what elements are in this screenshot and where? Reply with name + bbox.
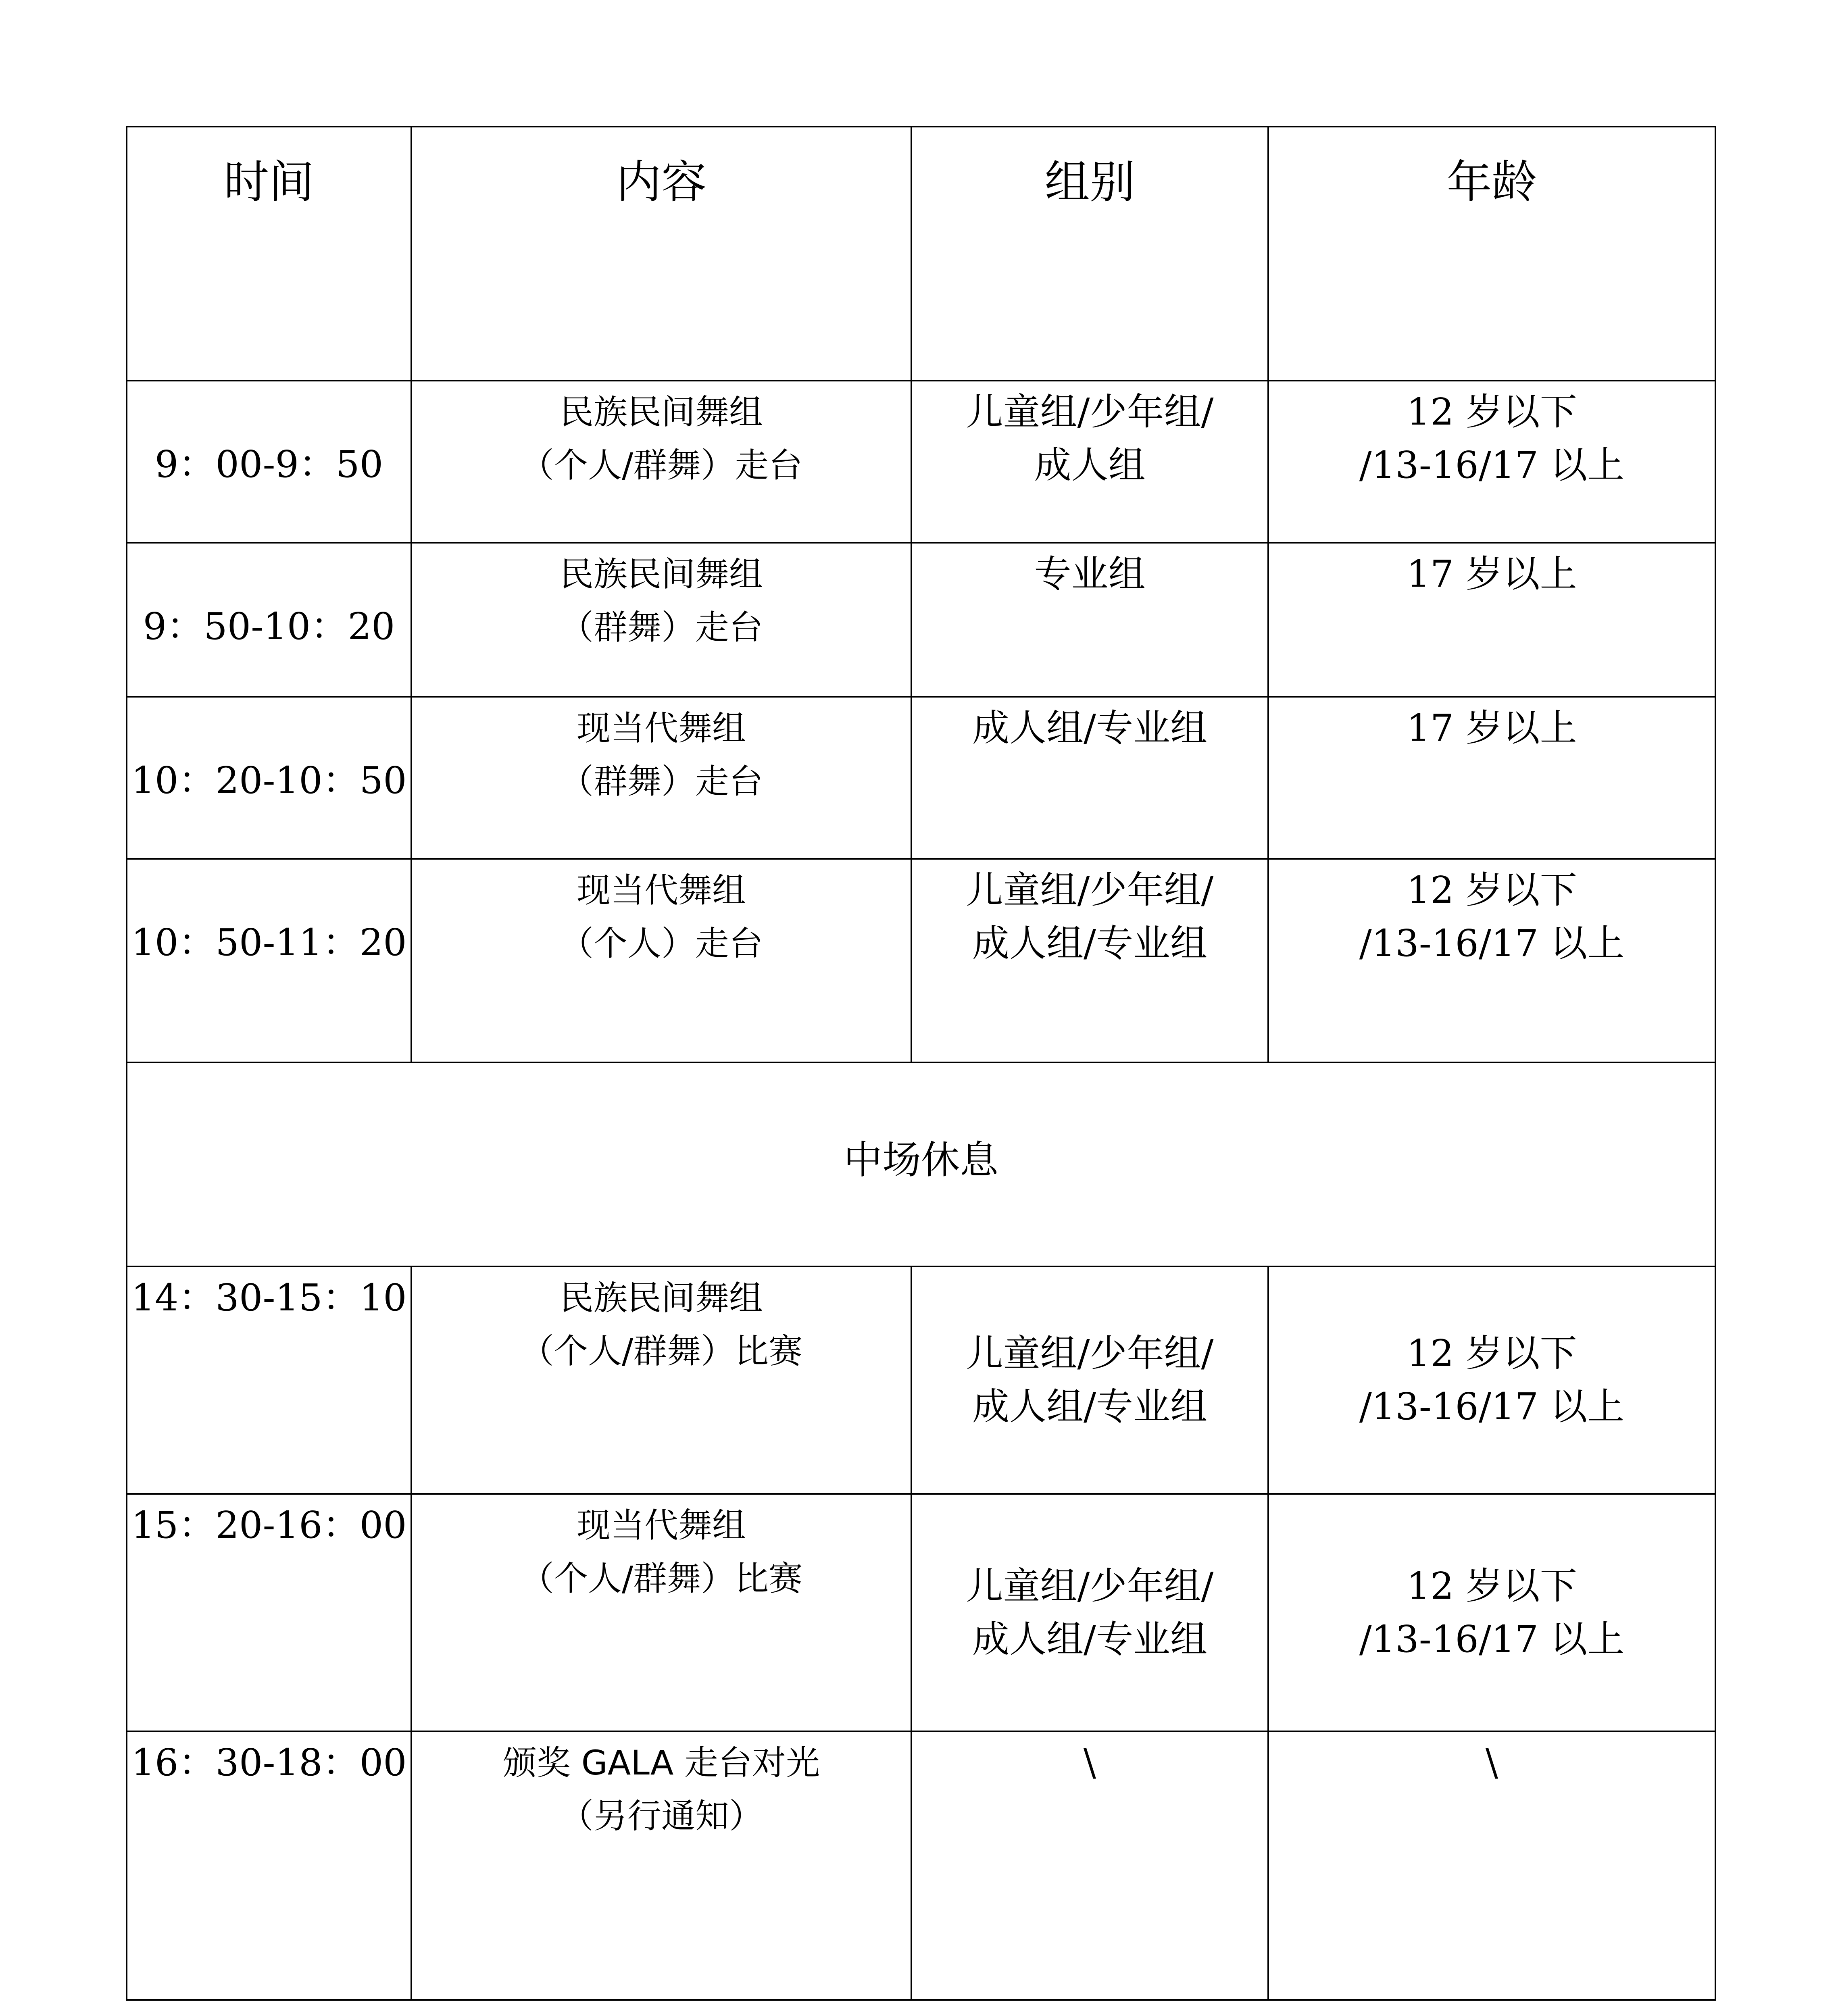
table-row (127, 859, 1715, 1062)
time-cell (127, 1731, 411, 2000)
time-cell (127, 697, 411, 859)
table-row (127, 1494, 1715, 1731)
table-row (127, 543, 1715, 697)
age-line: 17 岁以上 (1407, 552, 1577, 596)
age-line: \ (1486, 1741, 1498, 1784)
content-line: （群舞）走台 (559, 608, 763, 647)
header-row (127, 127, 1715, 381)
schedule-table (126, 126, 1716, 2001)
time-text: 15：20-16：00 (131, 1504, 407, 1547)
break-cell (127, 1062, 1715, 1266)
group-cell (911, 1731, 1268, 2000)
group-line: 成人组 (1034, 444, 1146, 487)
group-line: 儿童组/少年组/ (966, 1332, 1214, 1375)
age-cell (1268, 859, 1715, 1062)
header-time: 时间 (127, 127, 411, 381)
break-row (127, 1062, 1715, 1266)
age-line: 12 岁以下 (1407, 868, 1577, 912)
age-line: /13-16/17 以上 (1359, 444, 1625, 487)
time-text: 9：50-10：20 (143, 605, 395, 648)
group-cell (911, 859, 1268, 1062)
content-cell (411, 1266, 911, 1494)
content-line: 颁奖 GALA 走台对光 (502, 1743, 820, 1783)
content-line: 民族民间舞组 (559, 554, 763, 594)
age-line: 12 岁以下 (1407, 1332, 1577, 1375)
content-line: （个人）走台 (559, 924, 763, 963)
content-cell (411, 1731, 911, 2000)
time-text: 16：30-18：00 (131, 1741, 407, 1784)
content-line: 现当代舞组 (576, 708, 746, 748)
age-line: 12 岁以下 (1407, 1564, 1577, 1608)
time-text: 10：20-10：50 (131, 759, 407, 802)
group-cell (911, 381, 1268, 543)
age-line: /13-16/17 以上 (1359, 922, 1625, 965)
header-group: 组别 (911, 127, 1268, 381)
group-line: 儿童组/少年组/ (966, 390, 1214, 433)
header-content: 内容 (411, 127, 911, 381)
group-line: 成人组/专业组 (972, 706, 1207, 750)
group-line: 儿童组/少年组/ (966, 868, 1214, 912)
age-line: /13-16/17 以上 (1359, 1385, 1625, 1428)
content-cell (411, 381, 911, 543)
content-line: （个人/群舞）比赛 (520, 1559, 803, 1598)
content-line: 民族民间舞组 (559, 392, 763, 432)
age-cell (1268, 697, 1715, 859)
group-line: 专业组 (1034, 552, 1146, 596)
age-cell (1268, 543, 1715, 697)
content-line: 民族民间舞组 (559, 1278, 763, 1318)
content-line: （群舞）走台 (559, 762, 763, 801)
table-row (127, 1266, 1715, 1494)
group-line: 成人组/专业组 (972, 922, 1207, 965)
header-age: 年龄 (1268, 127, 1715, 381)
content-line: （个人/群舞）走台 (520, 446, 803, 485)
content-cell (411, 1494, 911, 1731)
age-line: 17 岁以上 (1407, 706, 1577, 750)
content-line: （另行通知） (559, 1796, 763, 1836)
group-cell (911, 697, 1268, 859)
time-text: 9：00-9：50 (154, 443, 383, 486)
group-cell (911, 1494, 1268, 1731)
time-text: 10：50-11：20 (131, 921, 407, 964)
content-cell (411, 697, 911, 859)
group-cell (911, 543, 1268, 697)
content-line: 现当代舞组 (576, 1506, 746, 1545)
age-line: 12 岁以下 (1407, 390, 1577, 433)
age-cell (1268, 1731, 1715, 2000)
group-line: 成人组/专业组 (972, 1617, 1207, 1661)
group-cell (911, 1266, 1268, 1494)
content-cell (411, 543, 911, 697)
break-label: 中场休息 (844, 1137, 998, 1183)
time-cell (127, 1266, 411, 1494)
group-line: 儿童组/少年组/ (966, 1564, 1214, 1608)
time-cell (127, 381, 411, 543)
age-line: /13-16/17 以上 (1359, 1617, 1625, 1661)
age-cell (1268, 1494, 1715, 1731)
table-row (127, 1731, 1715, 2000)
group-line: \ (1084, 1741, 1096, 1784)
time-cell (127, 543, 411, 697)
table-row (127, 697, 1715, 859)
content-line: （个人/群舞）比赛 (520, 1331, 803, 1371)
content-cell (411, 859, 911, 1062)
group-line: 成人组/专业组 (972, 1385, 1207, 1428)
age-cell (1268, 1266, 1715, 1494)
time-cell (127, 1494, 411, 1731)
time-text: 14：30-15：10 (131, 1276, 407, 1319)
content-line: 现当代舞组 (576, 871, 746, 910)
age-cell (1268, 381, 1715, 543)
table-row (127, 381, 1715, 543)
time-cell (127, 859, 411, 1062)
